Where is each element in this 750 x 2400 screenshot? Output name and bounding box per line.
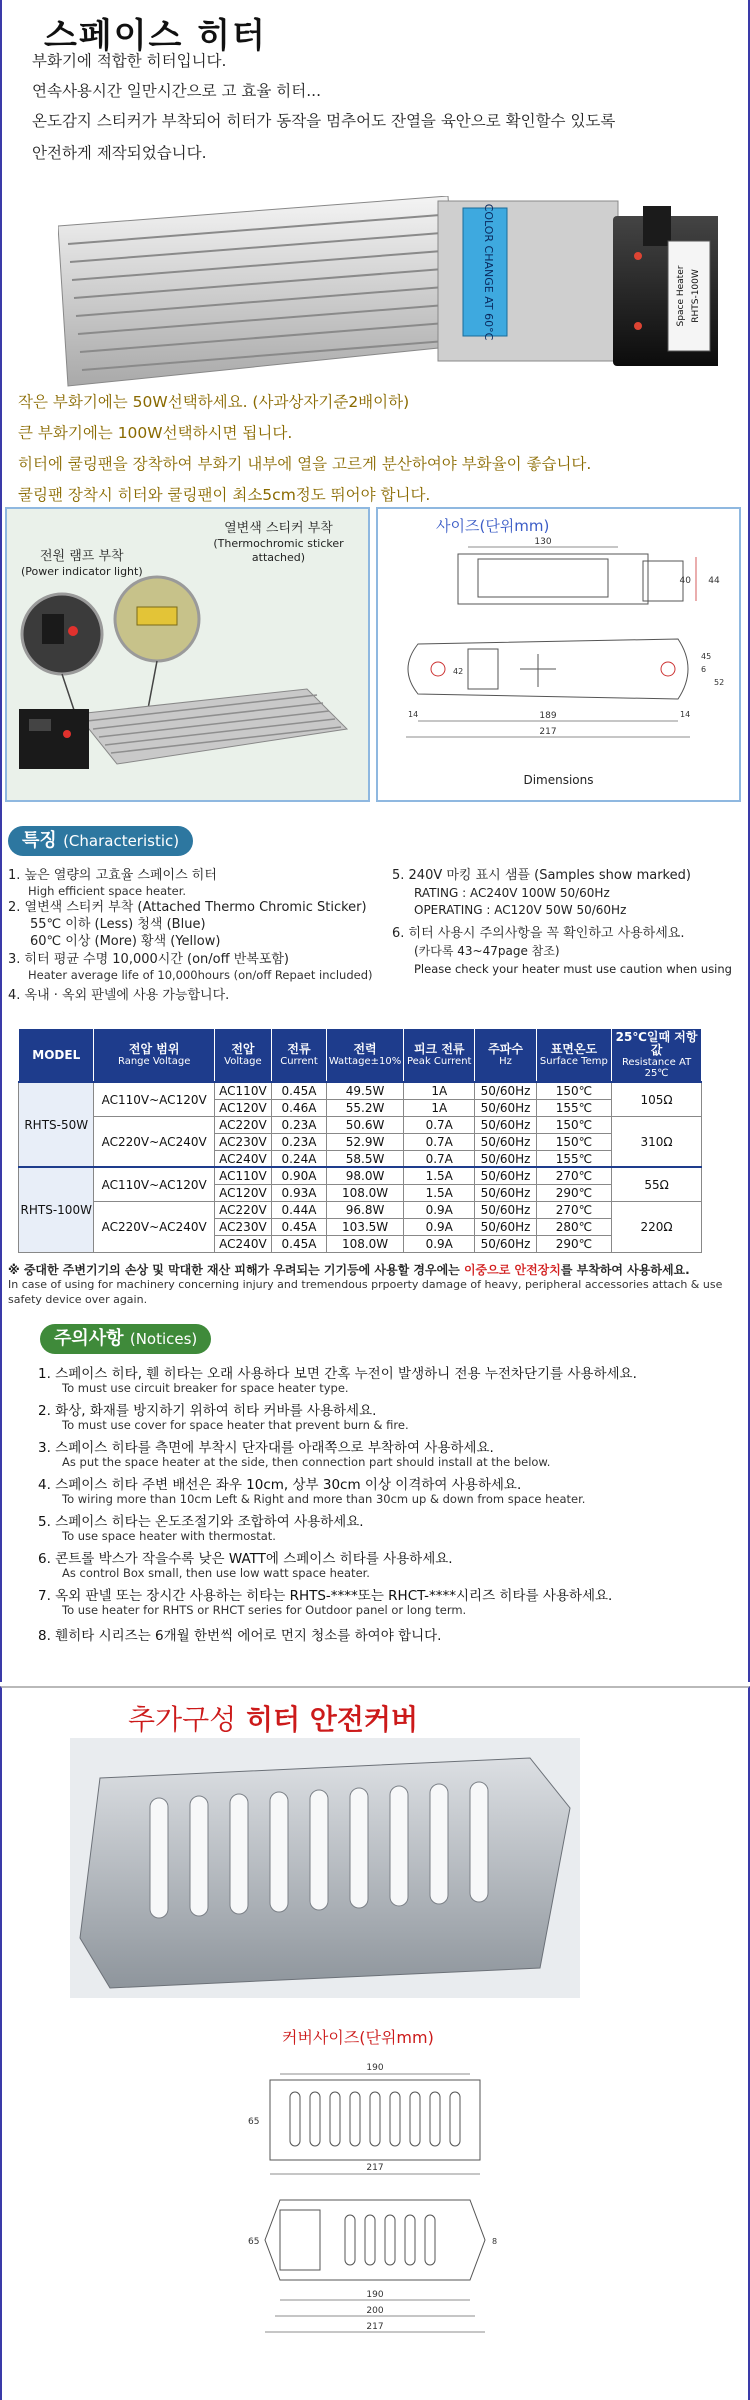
cover-dim-65-top: 65	[248, 2117, 260, 2127]
characteristic-title: 특징 (Characteristic)	[8, 826, 193, 856]
table-row: RHTS-100W AC110V~AC120V AC110V 0.90A 98.0W 1.5A 50/60Hz 270℃ 55Ω	[19, 1167, 702, 1184]
dim-44: 44	[708, 576, 720, 586]
selection-note: 히터에 쿨링팬을 장착하여 부화기 내부에 열을 고르게 분산하여야 부화율이 좋습니다.	[18, 455, 592, 473]
notice-item-1: 1. 스페이스 히타, 휀 히타는 오래 사용하다 보면 간혹 누전이 발생하니 전용 누전차단기를 사용하세요. To must use circuit breaker for space heater type.	[38, 1366, 637, 1396]
th-range: 전압 범위 Range Voltage	[94, 1029, 214, 1083]
range-cell: AC220V~AC240V	[94, 1116, 214, 1167]
selection-note: 작은 부화기에는 50W선택하세요. (사과상자기준2배이하)	[18, 393, 410, 411]
char-item-2-blue: 55℃ 이하 (Less) 청색 (Blue)	[30, 917, 206, 932]
notice-item-2: 2. 화상, 화재를 방지하기 위하여 히타 커바를 사용하세요. To must use cover for space heater that prevent burn & fire.	[38, 1403, 409, 1433]
sticker-label-ko: 열변색 스티커 부착	[224, 521, 333, 536]
resistance-cell: 55Ω	[612, 1167, 702, 1201]
model-cell: RHTS-100W	[19, 1167, 94, 1252]
table-row: AC240V 0.24A 58.5W 0.7A 50/60Hz 155℃	[19, 1150, 702, 1167]
notice-item-3: 3. 스페이스 히타를 측면에 부착시 단자대를 아래쪽으로 부착하여 사용하세요. As put the space heater at the side, then connection part should install at the below.	[38, 1440, 551, 1470]
table-row: AC240V 0.45A 108.0W 0.9A 50/60Hz 290℃	[19, 1235, 702, 1252]
safety-warning: ※ 중대한 주변기기의 손상 및 막대한 재산 피해가 우려되는 기기등에 사용할 경우에는 이중으로 안전장치를 부착하여 사용하세요. In case of using for machinery concerning injury and tremendous prpoerty damage of heavy, peripheral accessories attach & use safety device over again.	[8, 1263, 723, 1307]
char-item-6: 6. 히터 사용시 주의사항을 꼭 확인하고 사용하세요.	[392, 926, 685, 941]
cover-dim-8: 8	[492, 2237, 498, 2246]
dimension-panel	[376, 507, 741, 802]
char-rating: RATING : AC240V 100W 50/60Hz	[414, 886, 610, 900]
table-row: AC220V~AC240V AC220V 0.44A 96.8W 0.9A 50/60Hz 270℃ 220Ω	[19, 1201, 702, 1218]
spec-table	[18, 1028, 702, 1253]
table-row: AC230V 0.45A 103.5W 0.9A 50/60Hz 280℃	[19, 1218, 702, 1235]
feature-photo-panel	[5, 507, 370, 802]
dimension-title: 사이즈(단위mm)	[436, 517, 550, 535]
th-voltage: 전압 Voltage	[214, 1029, 271, 1083]
dim-42: 42	[453, 667, 464, 676]
char-item-1: 1. 높은 열량의 고효율 스페이스 히터 High efficient space heater.	[8, 868, 217, 899]
char-catalog-ref: (카다록 43~47page 참조)	[414, 944, 560, 958]
resistance-cell: 220Ω	[612, 1201, 702, 1252]
cover-size-title: 커버사이즈(단위mm)	[282, 2028, 434, 2047]
notice-item-7: 7. 옥외 판넬 또는 장시간 사용하는 히타는 RHTS-****또는 RHCT-****시리즈 히타를 사용하세요. To use heater for RHTS or RHCT series for Outdoor panel or long term.	[38, 1588, 613, 1618]
table-row: AC230V 0.23A 52.9W 0.7A 50/60Hz 150℃	[19, 1133, 702, 1150]
dim-40: 40	[679, 576, 691, 586]
table-row: AC220V~AC240V AC220V 0.23A 50.6W 0.7A 50/60Hz 150℃ 310Ω	[19, 1116, 702, 1133]
char-item-2: 2. 열변색 스티커 부착 (Attached Thermo Chromic Sticker)	[8, 900, 367, 915]
cover-dim-217-b: 217	[366, 2322, 384, 2332]
th-resistance: 25℃일때 저항값 Resistance AT 25℃	[612, 1029, 702, 1083]
dim-52: 52	[714, 678, 725, 687]
lamp-label-en: (Power indicator light)	[21, 565, 143, 579]
resistance-cell: 105Ω	[612, 1082, 702, 1116]
intro-line: 부화기에 적합한 히터입니다.	[32, 52, 227, 70]
char-item-3: 3. 히터 평균 수명 10,000시간 (on/off 반복포함) Heater average life of 10,000hours (on/off Repaet included)	[8, 952, 373, 983]
th-hz: 주파수 Hz	[475, 1029, 536, 1083]
lamp-label-ko: 전원 램프 부착	[40, 549, 124, 564]
cover-dimension-drawing	[220, 2050, 520, 2380]
dimension-caption: Dimensions	[523, 773, 594, 787]
cover-dim-217-top: 217	[366, 2163, 384, 2173]
intro-line: 연속사용시간 일만시간으로 고 효율 히터...	[32, 82, 322, 100]
th-model: MODEL	[19, 1029, 94, 1083]
cover-dim-190: 190	[366, 2063, 384, 2073]
cover-dim-65-side: 65	[248, 2237, 260, 2247]
th-peak: 피크 전류 Peak Current	[404, 1029, 475, 1083]
space-heater-label: Space Heater	[676, 265, 686, 327]
dim-189: 189	[539, 711, 557, 721]
heater-feature-illustration	[7, 509, 368, 800]
char-item-4: 4. 옥내 · 옥외 판넬에 사용 가능합니다.	[8, 988, 230, 1003]
notices-title: 주의사항 (Notices)	[40, 1324, 211, 1354]
char-item-5: 5. 240V 마킹 표시 샘플 (Samples show marked)	[392, 868, 691, 883]
char-operating: OPERATING : AC120V 50W 50/60Hz	[414, 903, 627, 917]
dim-130: 130	[534, 537, 552, 547]
spec-header-row	[19, 1029, 702, 1083]
selection-note: 큰 부화기에는 100W선택하시면 됩니다.	[18, 424, 293, 442]
table-row: RHTS-50W AC110V~AC120V AC110V 0.45A 49.5W 1A 50/60Hz 150℃ 105Ω	[19, 1082, 702, 1099]
table-row: AC120V 0.93A 108.0W 1.5A 50/60Hz 290℃	[19, 1184, 702, 1201]
range-cell: AC220V~AC240V	[94, 1201, 214, 1252]
th-surface: 표면온도 Surface Temp	[536, 1029, 611, 1083]
cover-dim-190-b: 190	[366, 2290, 384, 2300]
dim-14-left: 14	[408, 710, 419, 719]
dim-217: 217	[539, 727, 557, 737]
range-cell: AC110V~AC120V	[94, 1082, 214, 1116]
char-item-2-yellow: 60℃ 이상 (More) 황색 (Yellow)	[30, 934, 221, 949]
notice-item-4: 4. 스페이스 히타 주변 배선은 좌우 10cm, 상부 30cm 이상 이격하여 사용하세요. To wiring more than 10cm Left & Right and more than 30cm up & down from space heater.	[38, 1477, 586, 1507]
dim-14-right: 14	[680, 710, 691, 719]
notice-item-5: 5. 스페이스 히타는 온도조절기와 조합하여 사용하세요. To use space heater with thermostat.	[38, 1514, 364, 1544]
notice-item-8: 8. 휀히타 시리즈는 6개월 한번씩 에어로 먼지 청소를 하여야 합니다.	[38, 1628, 442, 1644]
page-title: 스페이스 히터	[44, 16, 267, 56]
cover-title: 추가구성 히터 안전커버	[128, 1703, 418, 1736]
color-change-sticker: COLOR CHANGE AT 60°C	[482, 203, 495, 341]
intro-line: 안전하게 제작되었습니다.	[32, 144, 207, 162]
sticker-label-en: (Thermochromic sticker attached)	[213, 537, 344, 564]
model-cell: RHTS-50W	[19, 1082, 94, 1167]
safety-cover-photo	[70, 1738, 580, 1998]
resistance-cell: 310Ω	[612, 1116, 702, 1167]
th-current: 전류 Current	[271, 1029, 326, 1083]
dim-45: 45	[701, 652, 712, 661]
heater-photo	[58, 196, 718, 396]
char-caution-en: Please check your heater must use caution when using	[414, 962, 732, 976]
model-label: RHTS-100W	[691, 269, 701, 323]
dimension-drawing	[378, 509, 739, 800]
range-cell: AC110V~AC120V	[94, 1167, 214, 1201]
notice-item-6: 6. 콘트롤 박스가 작을수록 낮은 WATT에 스페이스 히타를 사용하세요. As control Box small, then use low watt space heater.	[38, 1551, 453, 1581]
cover-dim-200: 200	[366, 2306, 384, 2316]
intro-line: 온도감지 스티커가 부착되어 히터가 동작을 멈추어도 잔열을 육안으로 확인할수 있도록	[32, 112, 616, 130]
th-wattage: 전력 Wattage±10%	[327, 1029, 404, 1083]
dim-6: 6	[701, 665, 707, 674]
table-row: AC120V 0.46A 55.2W 1A 50/60Hz 155℃	[19, 1099, 702, 1116]
selection-note: 쿨링팬 장착시 히터와 쿨링팬이 최소5cm정도 뛰어야 합니다.	[18, 486, 431, 504]
